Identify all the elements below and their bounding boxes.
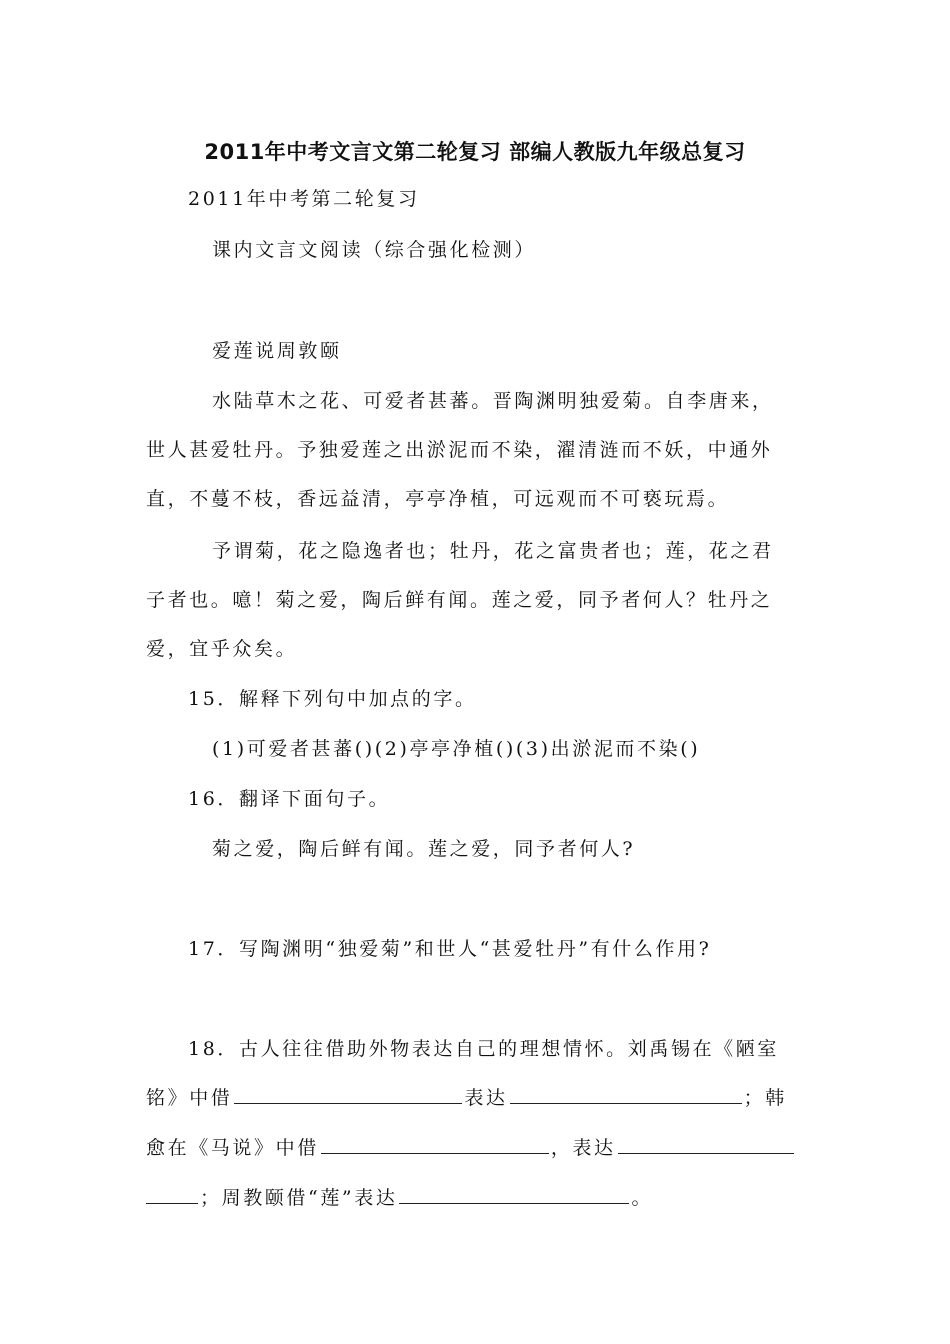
answer-blank[interactable] (321, 1136, 549, 1154)
passage-line: 予谓菊，花之隐逸者也；牡丹，花之富贵者也；莲，花之君 (212, 540, 774, 562)
section-heading: 课内文言文阅读（综合强化检测） (212, 239, 537, 261)
passage-line: 直，不蔓不枝，香远益清，亭亭净植，可远观而不可亵玩焉。 (146, 488, 730, 510)
question-18-line (146, 1185, 653, 1211)
q18-text: ；周教颐借“莲”表达 (200, 1187, 398, 1209)
question-16: 16．翻译下面句子。 (188, 788, 391, 810)
q18-text: 表达 (464, 1087, 508, 1109)
q18-text: 愈在《马说》中借 (146, 1137, 319, 1159)
passage-line: 水陆草木之花、可爱者甚蕃。晋陶渊明独爱菊。自李唐来， (212, 390, 774, 412)
answer-blank[interactable] (234, 1086, 462, 1104)
answer-blank[interactable] (510, 1086, 742, 1104)
answer-blank[interactable] (399, 1186, 629, 1204)
q18-text: ；韩 (743, 1087, 787, 1109)
passage-line: 子者也。噫！菊之爱，陶后鲜有闻。莲之爱，同予者何人？牡丹之 (146, 589, 773, 611)
question-15: 15．解释下列句中加点的字。 (188, 688, 477, 710)
page-title: 2011年中考文言文第二轮复习 部编人教版九年级总复习 (204, 140, 746, 164)
answer-blank[interactable] (618, 1136, 794, 1154)
answer-blank[interactable] (146, 1186, 198, 1204)
question-15-items: (1)可爱者甚蕃()(2)亭亭净植()(3)出淤泥而不染() (212, 738, 701, 760)
question-18-line (146, 1135, 796, 1161)
passage-line: 世人甚爱牡丹。予独爱莲之出淤泥而不染，濯清涟而不妖，中通外 (146, 439, 773, 461)
passage-line: 爱，宜乎众矣。 (146, 638, 298, 660)
question-18-line: 18．古人往往借助外物表达自己的理想情怀。刘禹锡在《陋室 (188, 1038, 779, 1060)
question-18-line (146, 1085, 787, 1111)
q18-text: ，表达 (550, 1137, 616, 1159)
passage-heading: 爱莲说周敦颐 (212, 340, 342, 362)
subtitle: 2011年中考第二轮复习 (188, 188, 420, 210)
q18-text: 铭》中借 (146, 1087, 233, 1109)
question-16-sentence: 菊之爱，陶后鲜有闻。莲之爱，同予者何人? (212, 838, 636, 860)
question-17: 17．写陶渊明“独爱菊”和世人“甚爱牡丹”有什么作用? (188, 938, 712, 960)
q18-text: 。 (631, 1187, 654, 1209)
